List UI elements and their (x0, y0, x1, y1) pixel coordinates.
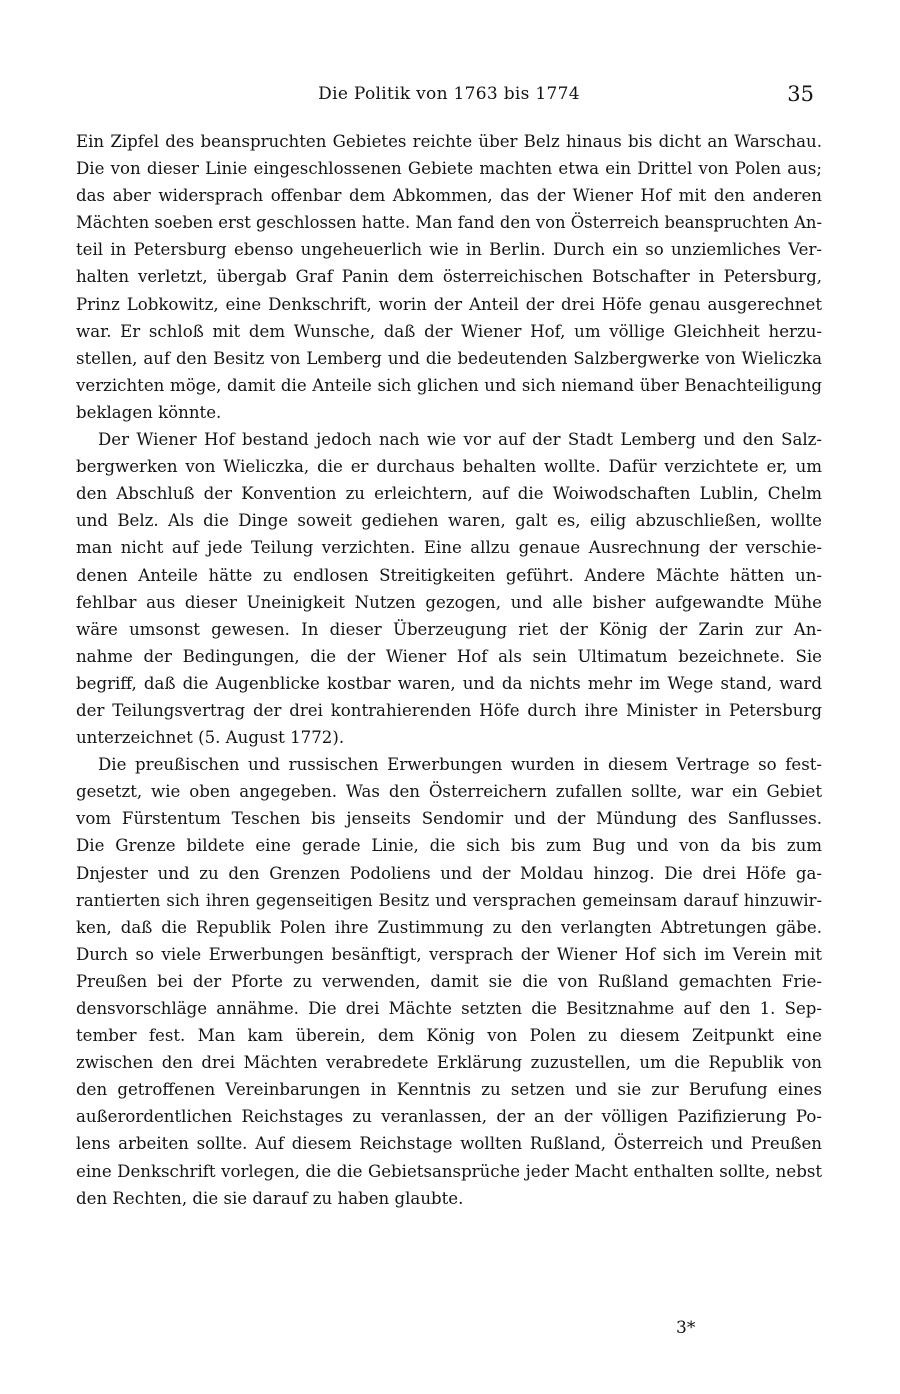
text-line: bergwerken von Wieliczka, die er durchaus behalten wollte. Dafür verzichtete er, um (76, 457, 822, 477)
text-line: zwischen den drei Mächten verabredete Erklärung zuzustellen, um die Republik von (76, 1053, 822, 1073)
text-line: unterzeichnet (5. August 1772). (76, 728, 345, 748)
text-line: eine Denkschrift vorlegen, die die Gebietsansprüche jeder Macht enthalten sollte, nebst (76, 1161, 822, 1181)
text-line: Durch so viele Erwerbungen besänftigt, versprach der Wiener Hof sich im Verein mit (76, 944, 822, 964)
text-line: Preußen bei der Pforte zu verwenden, damit sie die von Rußland gemachten Frie- (76, 971, 822, 991)
page-number: 35 (787, 82, 814, 106)
text-line: gesetzt, wie oben angegeben. Was den Österreichern zufallen sollte, war ein Gebiet (76, 782, 822, 802)
text-line: Die von dieser Linie eingeschlossenen Gebiete machten etwa ein Drittel von Polen aus; (76, 159, 822, 179)
text-line: beklagen könnte. (76, 402, 222, 422)
text-line: teil in Petersburg ebenso ungeheuerlich wie in Berlin. Durch ein so unziemliches Ver- (76, 240, 822, 260)
text-line: tember fest. Man kam überein, dem König von Polen zu diesem Zeitpunkt eine (76, 1026, 822, 1046)
text-line: Ein Zipfel des beanspruchten Gebietes reichte über Belz hinaus bis dicht an Warschau. (76, 132, 822, 151)
text-line: verzichten möge, damit die Anteile sich glichen und sich niemand über Benachteiligung (76, 375, 822, 395)
text-line: den getroffenen Vereinbarungen in Kenntnis zu setzen und sie zur Berufung eines (76, 1080, 822, 1100)
text-line: der Teilungsvertrag der drei kontrahierenden Höfe durch ihre Minister in Petersburg (76, 700, 822, 720)
paragraph-3 (76, 751, 822, 1212)
text-line: Mächten soeben erst geschlossen hatte. Man fand den von Österreich beanspruchten An- (76, 213, 822, 233)
text-line: und Belz. Als die Dinge soweit gediehen waren, galt es, eilig abzuschließen, wollte (76, 511, 822, 531)
running-title: Die Politik von 1763 bis 1774 (318, 84, 580, 104)
text-line: Der Wiener Hof bestand jedoch nach wie vor auf der Stadt Lemberg und den Salz- (98, 430, 822, 450)
text-line: stellen, auf den Besitz von Lemberg und die bedeutenden Salzbergwerke von Wieliczka (76, 348, 822, 368)
text-line: vom Fürstentum Teschen bis jenseits Sendomir und der Mündung des Sanflusses. (76, 809, 822, 829)
text-line: den Abschluß der Konvention zu erleichtern, auf die Woiwodschaften Lublin, Chelm (76, 484, 822, 504)
text-line: Dnjester und zu den Grenzen Podoliens und der Moldau hinzog. Die drei Höfe ga- (76, 863, 822, 883)
text-line: lens arbeiten sollte. Auf diesem Reichstage wollten Rußland, Österreich und Preußen (76, 1134, 822, 1154)
text-line: war. Er schloß mit dem Wunsche, daß der Wiener Hof, um völlige Gleichheit herzu- (76, 321, 822, 341)
text-line: das aber widersprach offenbar dem Abkommen, das der Wiener Hof mit den anderen (76, 186, 822, 206)
text-line: Die Grenze bildete eine gerade Linie, die sich bis zum Bug und von da bis zum (76, 836, 822, 856)
text-line: Prinz Lobkowitz, eine Denkschrift, worin der Anteil der drei Höfe genau ausgerechnet (76, 294, 822, 314)
text-line: fehlbar aus dieser Uneinigkeit Nutzen gezogen, und alle bisher aufgewandte Mühe (76, 592, 822, 612)
running-head (76, 84, 822, 114)
text-line: den Rechten, die sie darauf zu haben glaubte. (76, 1188, 464, 1208)
paragraph-1 (76, 128, 822, 426)
text-line: nahme der Bedingungen, die der Wiener Hof als sein Ultimatum bezeichnete. Sie (76, 646, 822, 666)
text-line: begriff, daß die Augenblicke kostbar waren, und da nichts mehr im Wege stand, ward (76, 673, 822, 693)
text-line: halten verletzt, übergab Graf Panin dem österreichischen Botschafter in Petersburg, (76, 267, 822, 287)
paragraph-2 (76, 426, 822, 751)
signature-mark: 3* (676, 1318, 696, 1338)
text-line: densvorschläge annähme. Die drei Mächte setzten die Besitznahme auf den 1. Sep- (76, 999, 822, 1018)
body-text (76, 128, 822, 1212)
text-line: man nicht auf jede Teilung verzichten. Eine allzu genaue Ausrechnung der verschie- (76, 538, 822, 558)
text-line: rantierten sich ihren gegenseitigen Besitz und versprachen gemeinsam darauf hinzuwir- (76, 890, 822, 910)
text-line: Die preußischen und russischen Erwerbungen wurden in diesem Vertrage so fest- (98, 755, 822, 775)
text-line: wäre umsonst gewesen. In dieser Überzeugung riet der König der Zarin zur An- (76, 619, 822, 639)
text-line: außerordentlichen Reichstages zu veranlassen, der an der völligen Pazifizierung Po- (76, 1107, 822, 1127)
text-line: ken, daß die Republik Polen ihre Zustimmung zu den verlangten Abtretungen gäbe. (76, 917, 822, 937)
text-line: denen Anteile hätte zu endlosen Streitigkeiten geführt. Andere Mächte hätten un- (76, 565, 822, 585)
